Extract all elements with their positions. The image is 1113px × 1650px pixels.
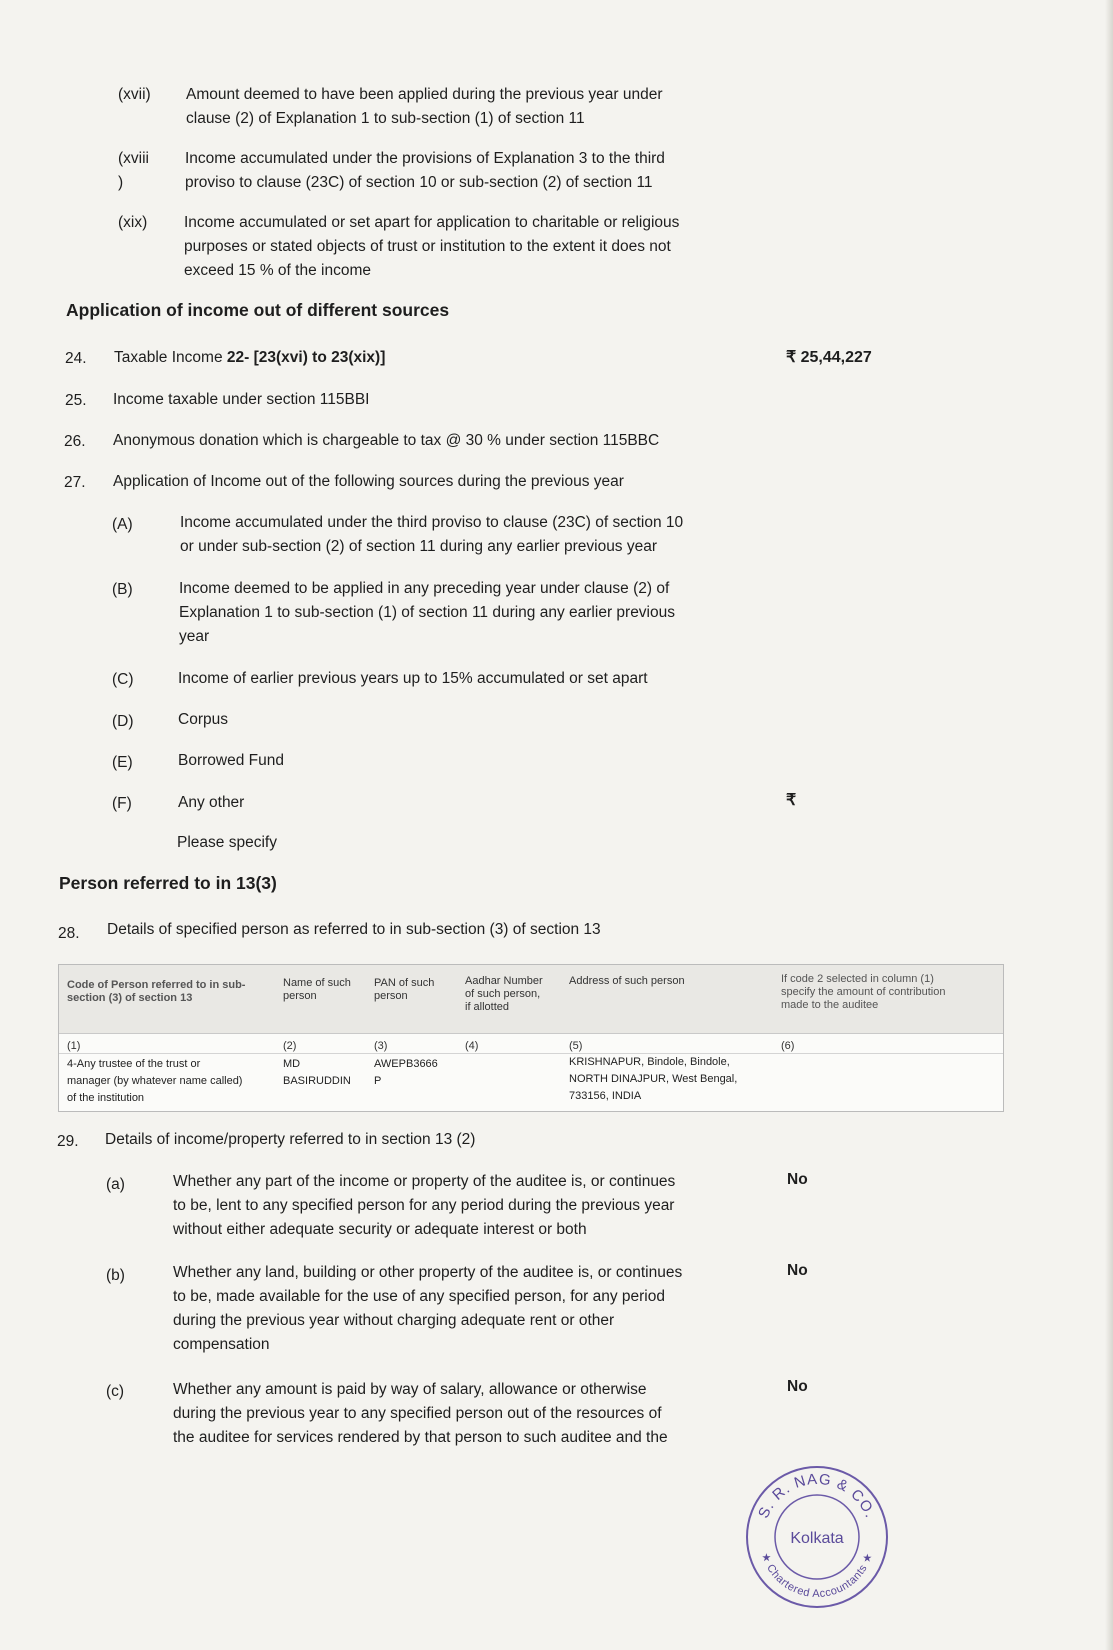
question-answer-b: No — [787, 1262, 808, 1279]
table-header-contribution: If code 2 selected in column (1) specify the amount of contribution made to the auditee — [781, 973, 946, 1011]
question-label-c: (c) — [106, 1383, 125, 1400]
table-cell-code: 4-Any trustee of the trust or manager (by whatever name called) of the institution — [67, 1058, 243, 1104]
table-cell-pan: AWEPB3666 P — [374, 1058, 438, 1087]
source-label-a: (A) — [112, 516, 133, 533]
item-label-xviii-close: ) — [118, 174, 124, 191]
row-25-number: 25. — [65, 392, 87, 409]
item-text-xviii: Income accumulated under the provisions of Explanation 3 to the third proviso to clause (23C) of section 10 or sub-section (2) of section 11 — [185, 150, 665, 191]
source-label-c: (C) — [112, 671, 134, 688]
question-text-a: Whether any part of the income or property of the auditee is, or continues to be, lent to any specified person for any period during the previous year without either adequate security or adequate interest or both — [173, 1173, 676, 1238]
item-label-xviii: (xviii — [118, 150, 149, 167]
item-label-xvii: (xvii) — [118, 86, 151, 103]
svg-text:S. R. NAG & CO.: S. R. NAG & CO. — [755, 1470, 880, 1521]
table-header-pan: PAN of such person — [374, 977, 435, 1002]
row-26-text: Anonymous donation which is chargeable to tax @ 30 % under section 115BBC — [113, 432, 660, 449]
table-header — [59, 965, 1003, 1034]
row-24-text: Taxable Income 22- [23(xvi) to 23(xix)] — [114, 349, 386, 366]
table-cell-address: KRISHNAPUR, Bindole, Bindole, NORTH DINAJPUR, West Bengal, 733156, INDIA — [569, 1056, 738, 1102]
table-header-name: Name of such person — [283, 977, 351, 1002]
row-26-number: 26. — [64, 433, 86, 450]
row-29-number: 29. — [57, 1133, 79, 1150]
svg-text:Kolkata: Kolkata — [790, 1530, 844, 1547]
source-label-e: (E) — [112, 754, 133, 771]
source-text-a: Income accumulated under the third proviso to clause (23C) of section 10 or under sub-section (2) of section 11 during any earlier previous year — [180, 514, 684, 555]
col-num-5: (5) — [569, 1040, 583, 1052]
svg-text:★ Chartered Accountants ★: ★ Chartered Accountants ★ — [758, 1551, 876, 1601]
question-label-b: (b) — [106, 1267, 125, 1284]
row-28-number: 28. — [58, 925, 80, 942]
question-answer-c: No — [787, 1378, 808, 1395]
source-text-e: Borrowed Fund — [178, 752, 284, 769]
question-text-b: Whether any land, building or other property of the auditee is, or continues to be, made available for the use of any specified person, for any period during the previous year without charging adequate rent or other compensation — [173, 1264, 683, 1353]
question-label-a: (a) — [106, 1176, 125, 1193]
source-text-b: Income deemed to be applied in any preceding year under clause (2) of Explanation 1 to sub-section (1) of section 11 during any earlier previous year — [179, 580, 675, 645]
col-num-3: (3) — [374, 1040, 388, 1052]
col-num-6: (6) — [781, 1040, 795, 1052]
source-label-b: (B) — [112, 581, 133, 598]
row-25-text: Income taxable under section 115BBI — [113, 391, 370, 408]
source-label-d: (D) — [112, 713, 134, 730]
page-edge-shadow — [1105, 0, 1113, 1650]
item-label-xix: (xix) — [118, 214, 148, 231]
col-num-4: (4) — [465, 1040, 479, 1052]
row-24-amount: ₹ 25,44,227 — [786, 349, 872, 366]
heading-person-13-3: Person referred to in 13(3) — [59, 873, 277, 893]
table-cell-name: MD BASIRUDDIN — [283, 1058, 351, 1087]
row-28-text: Details of specified person as referred to in sub-section (3) of section 13 — [107, 921, 601, 938]
table-divider — [59, 1053, 1003, 1054]
source-text-c: Income of earlier previous years up to 15% accumulated or set apart — [178, 670, 648, 687]
source-text-d: Corpus — [178, 711, 228, 728]
item-text-xix: Income accumulated or set apart for application to charitable or religious purposes or stated objects of trust or institution to the extent it does not exceed 15 % of the income — [184, 214, 680, 279]
source-f-amount: ₹ — [786, 792, 797, 809]
table-header-aadhar: Aadhar Number of such person, if allotted — [465, 975, 543, 1013]
source-text-f: Any other — [178, 794, 245, 811]
please-specify-label: Please specify — [177, 834, 277, 851]
firm-seal-stamp — [742, 1462, 892, 1612]
heading-application-of-income: Application of income out of different sources — [66, 300, 450, 320]
question-answer-a: No — [787, 1171, 808, 1188]
col-num-2: (2) — [283, 1040, 297, 1052]
question-text-c: Whether any amount is paid by way of salary, allowance or otherwise during the previous year to any specified person out of the resources of the auditee for services rendered by that person to such auditee and the — [173, 1381, 668, 1446]
col-num-1: (1) — [67, 1040, 81, 1052]
row-27-text: Application of Income out of the following sources during the previous year — [113, 473, 624, 490]
table-header-address: Address of such person — [569, 975, 685, 987]
table-header-code: Code of Person referred to in sub- section (3) of section 13 — [67, 979, 246, 1004]
item-text-xvii: Amount deemed to have been applied during the previous year under clause (2) of Explanation 1 to sub-section (1) of section 11 — [186, 86, 663, 127]
source-label-f: (F) — [112, 795, 132, 812]
row-24-number: 24. — [65, 350, 87, 367]
row-29-text: Details of income/property referred to in section 13 (2) — [105, 1131, 476, 1148]
specified-person-table — [58, 964, 1004, 1112]
row-27-number: 27. — [64, 474, 86, 491]
